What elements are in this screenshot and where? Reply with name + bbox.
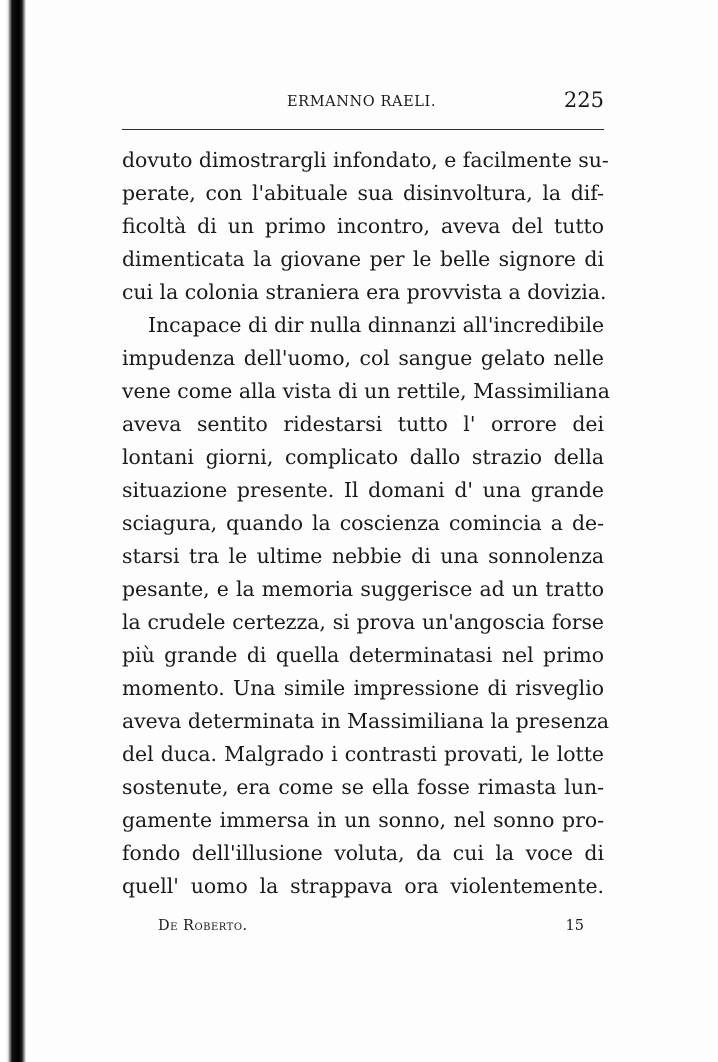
text-line: aveva sentito ridestarsi tutto l' orrore dei — [122, 412, 604, 436]
text-line: lontani giorni, complicato dallo strazio della — [122, 445, 604, 469]
header-rule — [122, 129, 604, 130]
text-line: aveva determinata in Massimiliana la presenza — [122, 709, 610, 733]
text-line: pesante, e la memoria suggerisce ad un tratto — [122, 577, 604, 601]
text-line: perate, con l'abituale sua disinvoltura, la dif- — [122, 181, 604, 205]
text-line: più grande di quella determinatasi nel primo — [122, 643, 604, 667]
text-line: starsi tra le ultime nebbie di una sonnolenza — [122, 544, 604, 568]
text-line: momento. Una simile impressione di risveglio — [122, 676, 604, 700]
sheet-number: 15 — [565, 918, 584, 934]
page-number: 225 — [563, 88, 604, 112]
text-line: ficoltà di un primo incontro, aveva del tutto — [122, 214, 604, 238]
running-head — [122, 90, 604, 116]
text-line: vene come alla vista di un rettile, Massimiliana — [122, 379, 610, 403]
text-line: dovuto dimostrargli infondato, e facilmente su- — [122, 148, 609, 172]
signature-mark: De Roberto. — [158, 918, 248, 934]
paragraph-start-line: Incapace di dir nulla dinnanzi all'incredibile — [148, 313, 605, 337]
body-text — [122, 144, 610, 903]
text-line: impudenza dell'uomo, col sangue gelato nelle — [122, 346, 604, 370]
text-line: dimenticata la giovane per le belle signore di — [122, 247, 604, 271]
text-line: del duca. Malgrado i contrasti provati, le lotte — [122, 742, 604, 766]
running-title: ERMANNO RAELI. — [287, 94, 437, 110]
text-line: quell' uomo la strappava ora violentemente. — [122, 874, 604, 898]
binding-edge — [0, 0, 26, 1062]
text-line: la crudele certezza, si prova un'angoscia forse — [122, 610, 604, 634]
page-footer — [158, 918, 584, 938]
text-line: situazione presente. Il domani d' una grande — [122, 478, 604, 502]
text-line: gamente immersa in un sonno, nel sonno pro- — [122, 808, 604, 832]
text-line: sostenute, era come se ella fosse rimasta lun- — [122, 775, 604, 799]
text-line: sciagura, quando la coscienza comincia a de- — [122, 511, 604, 535]
text-line: fondo dell'illusione voluta, da cui la voce di — [122, 841, 604, 865]
paragraph-end-line: cui la colonia straniera era provvista a dovizia. — [122, 280, 607, 304]
